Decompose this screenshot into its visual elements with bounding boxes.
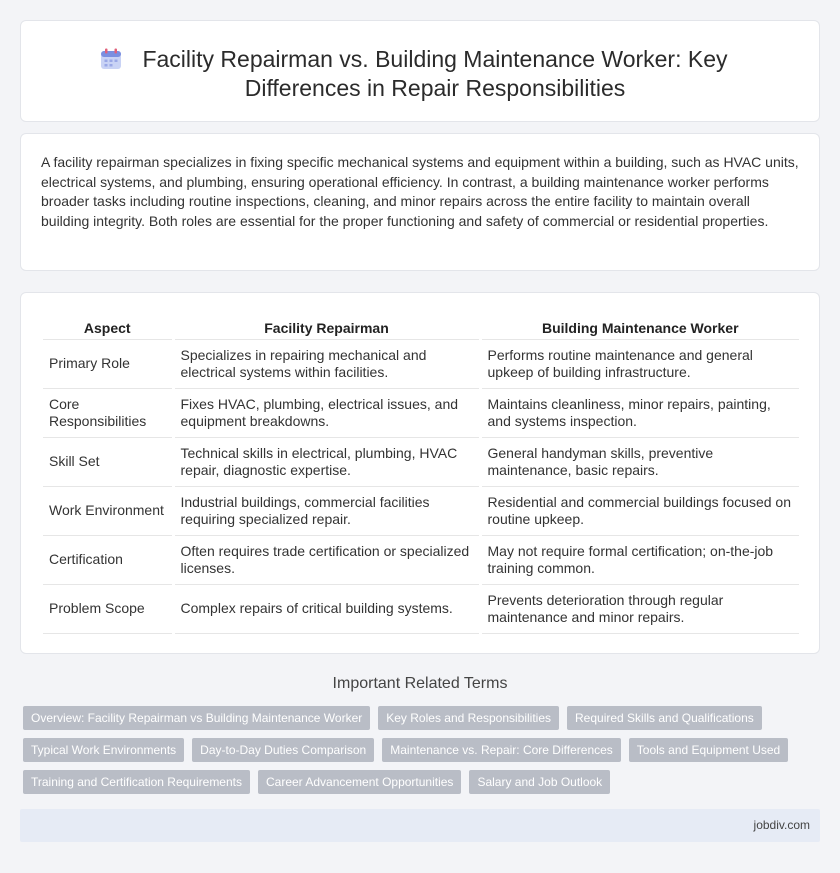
row-aspect: Problem Scope — [43, 585, 173, 634]
related-tag[interactable]: Maintenance vs. Repair: Core Differences — [382, 738, 621, 762]
related-tag[interactable]: Tools and Equipment Used — [629, 738, 788, 762]
row-aspect: Work Environment — [43, 487, 173, 536]
intro-paragraph: A facility repairman specializes in fixing specific mechanical systems and equipment within a building, such as HVAC units, electrical systems, and plumbing, ensuring operational efficiency. In contrast, a building maintenance worker performs broader tasks including routine inspections, cleaning, and minor repairs across the entire facility to maintain overall building integrity. Both roles are essential for the proper functioning and safety of commercial or residential properties. — [41, 154, 799, 229]
row-aspect: Certification — [43, 536, 173, 585]
page-title: Facility Repairman vs. Building Maintenance Worker: Key Differences in Repair Responsibilities — [142, 46, 728, 101]
row-building-maintenance-worker: Maintains cleanliness, minor repairs, painting, and systems inspection. — [480, 389, 799, 438]
title-card — [20, 20, 820, 122]
intro-card — [20, 133, 820, 271]
table-row — [43, 487, 799, 536]
row-building-maintenance-worker: May not require formal certification; on-the-job training common. — [480, 536, 799, 585]
related-tag[interactable]: Overview: Facility Repairman vs Building Maintenance Worker — [23, 706, 370, 730]
comparison-card — [20, 292, 820, 654]
table-header-row — [43, 315, 799, 340]
related-tag[interactable]: Salary and Job Outlook — [469, 770, 610, 794]
related-tag[interactable]: Typical Work Environments — [23, 738, 184, 762]
row-building-maintenance-worker: Residential and commercial buildings focused on routine upkeep. — [480, 487, 799, 536]
table-row — [43, 585, 799, 634]
related-tag[interactable]: Career Advancement Opportunities — [258, 770, 461, 794]
row-building-maintenance-worker: Prevents deterioration through regular maintenance and minor repairs. — [480, 585, 799, 634]
related-tag[interactable]: Training and Certification Requirements — [23, 770, 250, 794]
row-facility-repairman: Often requires trade certification or specialized licenses. — [173, 536, 480, 585]
related-tag[interactable]: Day-to-Day Duties Comparison — [192, 738, 374, 762]
related-tag[interactable]: Required Skills and Qualifications — [567, 706, 762, 730]
row-facility-repairman: Fixes HVAC, plumbing, electrical issues, and equipment breakdowns. — [173, 389, 480, 438]
row-facility-repairman: Technical skills in electrical, plumbing, HVAC repair, diagnostic expertise. — [173, 438, 480, 487]
comparison-table — [43, 315, 799, 634]
footer — [20, 809, 820, 842]
header-building-maintenance-worker: Building Maintenance Worker — [480, 315, 799, 340]
related-tag[interactable]: Key Roles and Responsibilities — [378, 706, 559, 730]
row-facility-repairman: Specializes in repairing mechanical and electrical systems within facilities. — [173, 340, 480, 389]
row-facility-repairman: Complex repairs of critical building systems. — [173, 585, 480, 634]
related-terms-title: Important Related Terms — [332, 675, 508, 692]
table-row — [43, 340, 799, 389]
table-row — [43, 438, 799, 487]
row-aspect: Skill Set — [43, 438, 173, 487]
row-building-maintenance-worker: Performs routine maintenance and general upkeep of building infrastructure. — [480, 340, 799, 389]
tag-row — [23, 738, 823, 762]
row-facility-repairman: Industrial buildings, commercial facilities requiring specialized repair. — [173, 487, 480, 536]
footer-site-link[interactable]: jobdiv.com — [753, 818, 810, 832]
tag-row — [23, 706, 823, 730]
header-aspect: Aspect — [43, 315, 173, 340]
table-row — [43, 389, 799, 438]
related-terms-tags — [23, 706, 823, 802]
row-aspect: Core Responsibilities — [43, 389, 173, 438]
tag-row — [23, 770, 823, 794]
row-aspect: Primary Role — [43, 340, 173, 389]
row-building-maintenance-worker: General handyman skills, preventive maintenance, basic repairs. — [480, 438, 799, 487]
header-facility-repairman: Facility Repairman — [173, 315, 480, 340]
table-row — [43, 536, 799, 585]
